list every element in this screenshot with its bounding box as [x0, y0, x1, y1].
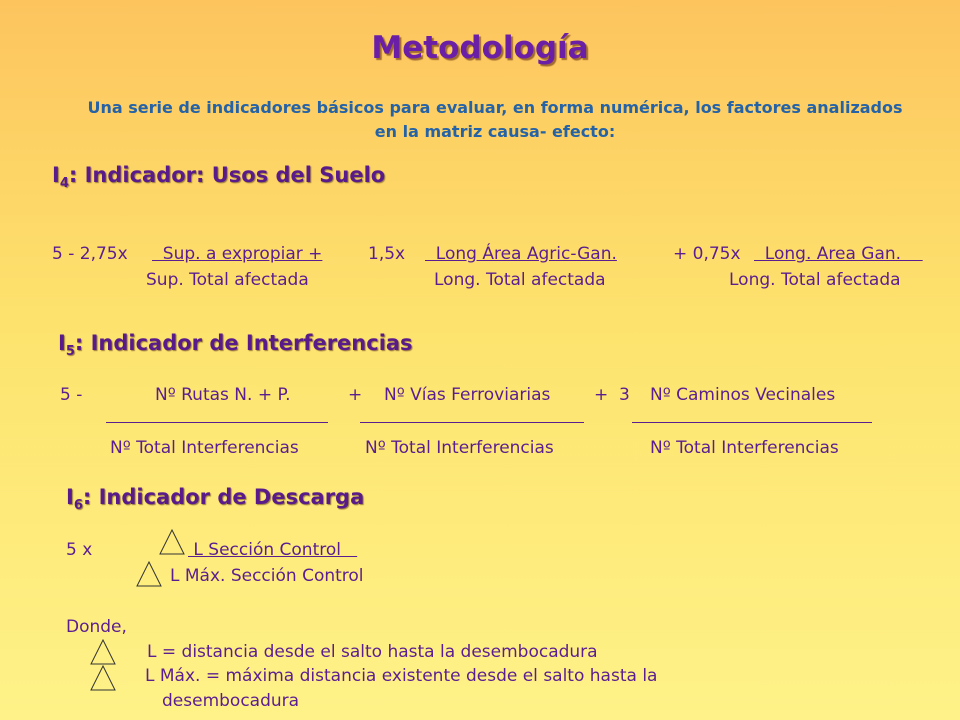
i6-donde: Donde, — [66, 617, 127, 637]
delta-icon — [136, 561, 162, 587]
i4-lead: 5 - 2,75x — [52, 244, 128, 264]
page-title: Metodología — [371, 30, 589, 66]
i4-heading-prefix: I — [52, 163, 60, 187]
i6-definition-l: L = distancia desde el salto hasta la desembocadura — [147, 642, 598, 662]
i6-definition-lmax: L Máx. = máxima distancia existente desde el salto hasta la — [145, 666, 658, 686]
i5-plus-1: + — [348, 385, 363, 405]
indicator-i4-heading — [52, 163, 385, 191]
i6-heading-text: : Indicador de Descarga — [82, 485, 365, 509]
i5-heading-text: : Indicador de Interferencias — [74, 331, 413, 355]
i4-coef-3: + 0,75x — [673, 244, 741, 264]
i5-fraction-bar-3 — [632, 422, 872, 423]
i4-denominator-1: Sup. Total afectada — [146, 270, 309, 290]
i5-plus-2: + 3 — [594, 385, 630, 405]
i4-denominator-3: Long. Total afectada — [729, 270, 901, 290]
i5-numerator-1: Nº Rutas N. + P. — [155, 385, 291, 405]
i5-heading-sub: 5 — [65, 344, 75, 360]
i6-lead: 5 x — [66, 540, 93, 560]
i4-numerator-2: Long Área Agric-Gan. — [425, 244, 617, 264]
i4-numerator-3: Long. Area Gan. — [754, 244, 923, 264]
i4-denominator-2: Long. Total afectada — [434, 270, 606, 290]
i6-denominator: L Máx. Sección Control — [170, 566, 364, 586]
i6-definition-lmax-cont: desembocadura — [162, 691, 300, 711]
i5-numerator-3: Nº Caminos Vecinales — [650, 385, 836, 405]
i5-lead: 5 - — [60, 385, 83, 405]
i5-fraction-bar-2 — [360, 422, 584, 423]
i6-heading-sub: 6 — [73, 498, 83, 514]
i5-denominator-3: Nº Total Interferencias — [650, 438, 839, 458]
i4-heading-text: : Indicador: Usos del Suelo — [68, 163, 386, 187]
i6-heading-prefix: I — [66, 485, 74, 509]
indicator-i6-heading — [66, 485, 364, 513]
i5-numerator-2: Nº Vías Ferroviarias — [384, 385, 551, 405]
indicator-i5-heading — [58, 331, 413, 359]
i5-denominator-1: Nº Total Interferencias — [110, 438, 299, 458]
i5-heading-prefix: I — [58, 331, 66, 355]
i5-denominator-2: Nº Total Interferencias — [365, 438, 554, 458]
i6-numerator: L Sección Control — [188, 540, 358, 560]
delta-icon — [90, 665, 116, 691]
i4-numerator-1: Sup. a expropiar + — [152, 244, 323, 264]
i4-heading-sub: 4 — [59, 176, 69, 192]
delta-icon — [90, 639, 116, 665]
delta-icon — [159, 529, 185, 555]
i4-coef-2: 1,5x — [368, 244, 406, 264]
i5-fraction-bar-1 — [106, 422, 328, 423]
page-subtitle: Una serie de indicadores básicos para evaluar, en forma numérica, los factores analizados en la matriz causa- efecto: — [87, 98, 903, 141]
